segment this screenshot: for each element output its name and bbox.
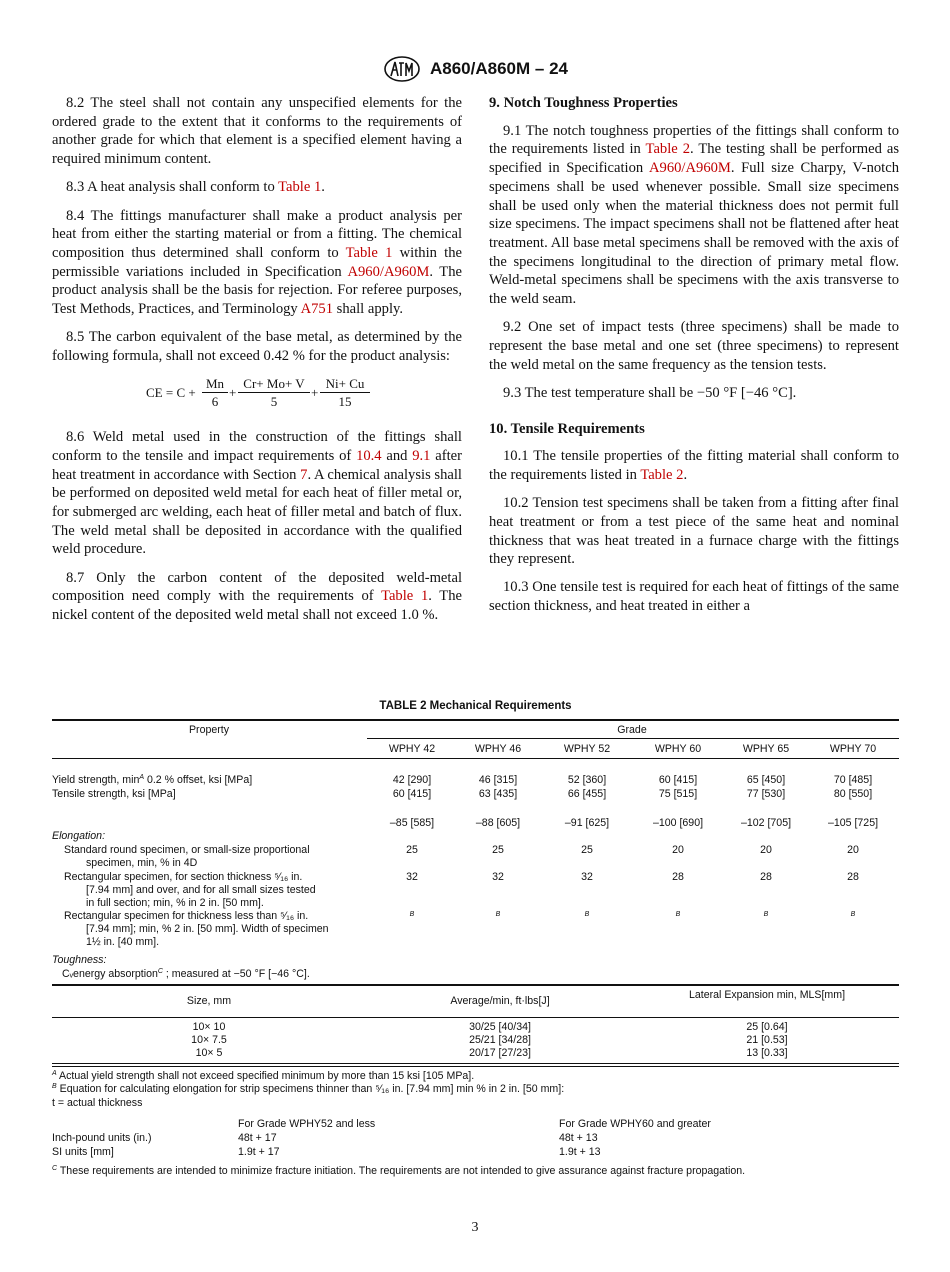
table-cell: –88 [605] — [475, 817, 521, 829]
page-header — [0, 56, 950, 82]
cross-reference-link[interactable]: 10.4 — [356, 447, 382, 464]
eq-value: 1.9t + 13 — [559, 1146, 601, 1158]
eq-header-low: For Grade WPHY52 and less — [238, 1118, 376, 1130]
cross-reference-link[interactable]: Table 1 — [345, 244, 393, 261]
formula-plus: + — [229, 385, 237, 401]
paragraph-9-2 — [489, 318, 899, 374]
paragraph-text: 10.2 Tension test specimens shall be taken from a fitting after final heat treatment or from a test piece of the same heat and nominal thickness that was heat treated in a furnace charge with the fittings they represent. — [489, 495, 899, 568]
table-row-label — [64, 871, 302, 884]
row-label-text: Elongation: — [52, 830, 106, 842]
document-title: A860/A860M – 24 — [430, 59, 568, 78]
table-cell: 60 [415] — [392, 788, 432, 800]
row-label-text: Rectangular specimen for thickness less than ⁵⁄₁₆ in. — [64, 910, 309, 922]
paragraph-8-5 — [52, 328, 462, 365]
footnote-b-text: Equation for calculating elongation for strip specimens thinner than ⁵⁄₁₆ in. [7.94 mm] min % in 2 in. [50 mm]: — [59, 1083, 565, 1095]
table-rule — [52, 1063, 899, 1064]
charpy-table-cell: 25 [0.64] — [746, 1021, 788, 1033]
table-cell: 65 [450] — [746, 774, 786, 786]
table-row-label-continued: [7.94 mm] and over, and for all small sizes tested — [86, 884, 316, 896]
table-rule — [367, 738, 899, 739]
table-row-label-continued: [7.94 mm]; min, % 2 in. [50 mm]. Width of specimen — [86, 923, 329, 935]
grade-column-header: WPHY 60 — [654, 743, 702, 755]
table-cell: 70 [485] — [833, 774, 873, 786]
cross-reference-link[interactable]: A960/A960M — [347, 263, 430, 280]
formula-denominator: 15 — [338, 394, 352, 410]
table-row-label — [64, 844, 310, 857]
paragraph-10-2 — [489, 494, 899, 569]
cross-reference-link[interactable]: 9.1 — [412, 447, 431, 464]
carbon-equivalent-formula — [52, 375, 462, 419]
footnote-a: $^A$ Actual yield strength shall not exceed specified minimum by more than 15 ksi [105 MPa]. — [52, 1070, 475, 1082]
paragraph-text: 8.2 The steel shall not contain any unspecified elements for the ordered grade to the extent that it conforms to the requirements of another grade for which that element is a specified element having a required minimum content. — [52, 95, 462, 168]
thickness-definition: t = actual thickness — [52, 1097, 143, 1109]
paragraph-text: 8.5 The carbon equivalent of the base metal, as determined by the following formula, shall not exceed 0.42 % for the product analysis: — [52, 329, 462, 364]
paragraph-text: . A chemical analysis shall be performed on deposited weld metal for each heat of filler metal or, for submerged arc welding, each heat of filler metal and batch of flux. The weld metal shall be deposited in accordance with the qualified weld procedure. — [52, 466, 462, 558]
cross-reference-link[interactable]: Table 1 — [381, 588, 429, 605]
paragraph-8-7 — [52, 569, 462, 625]
cross-reference-link[interactable]: Table 2 — [640, 466, 684, 483]
cross-reference-link[interactable]: 7 — [300, 466, 308, 483]
cross-reference-link[interactable]: A751 — [300, 301, 334, 318]
eq-value: 48t + 17 — [238, 1132, 277, 1144]
grade-column-header: WPHY 52 — [563, 743, 611, 755]
astm-logo-icon — [382, 56, 422, 82]
eq-row-label: SI units [mm] — [52, 1146, 114, 1158]
table-row-label-continued: in full section; min, % in 2 in. [50 mm]. — [86, 897, 264, 909]
footnote-c-text: These requirements are intended to minimize fracture initiation. The requirements are not intended to give assurance against fracture propagation. — [59, 1165, 746, 1177]
paragraph-text: 8.4 The fittings manufacturer shall make a product analysis per heat from either the starting material or from a fitting. The chemical composition thus determined shall conform to — [52, 207, 462, 261]
section-8-paragraphs-continued — [52, 428, 462, 625]
charpy-table-cell: 30/25 [40/34] — [469, 1021, 531, 1033]
paragraph-text: . — [321, 179, 325, 196]
table-cell: 20 — [760, 844, 772, 856]
table-row-label-continued: 1½ in. [40 mm]. — [86, 936, 160, 948]
table-cell: –105 [725] — [827, 817, 879, 829]
paragraph-text: within the permissible variations included in Specification — [52, 244, 462, 280]
table-cell: 25 — [406, 844, 418, 856]
charpy-table-cell: 10× 5 — [195, 1047, 223, 1059]
charpy-table-cell: 21 [0.53] — [746, 1034, 788, 1046]
paragraph-8-3 — [52, 178, 462, 197]
page-number: 3 — [471, 1220, 479, 1235]
table-rule — [52, 758, 899, 759]
grade-column-header: WPHY 42 — [388, 743, 436, 755]
table-cell: –102 [705] — [740, 817, 792, 829]
formula-denominator: 5 — [270, 394, 278, 410]
row-label-text: Toughness: — [52, 954, 107, 966]
sub-header-size: Size, mm — [186, 995, 232, 1007]
row-label-text: Standard round specimen, or small-size proportional — [64, 844, 310, 856]
footnote-marker: B — [409, 911, 415, 918]
charpy-table-cell: 25/21 [34/28] — [469, 1034, 531, 1046]
paragraph-9-3 — [489, 384, 899, 403]
footnote-marker: C — [157, 968, 163, 975]
table-row-label — [52, 954, 106, 967]
table-row-label — [52, 774, 252, 787]
table-cell: 60 [415] — [658, 774, 698, 786]
paragraph-10-3 — [489, 578, 899, 615]
table-row-label — [62, 968, 310, 981]
row-label-text: Rectangular specimen, for section thickness ⁵⁄₁₆ in. — [64, 871, 303, 883]
charpy-table-cell: 10× 7.5 — [191, 1034, 227, 1046]
paragraph-text: 8.7 Only the carbon content of the deposited weld-metal composition need comply with the requirements of — [52, 569, 462, 605]
table-rule — [52, 719, 899, 721]
table-cell: 32 — [581, 871, 593, 883]
cross-reference-link[interactable]: Table 1 — [278, 179, 322, 196]
footnote-marker: B — [495, 911, 501, 918]
table-row-label — [64, 910, 308, 923]
cross-reference-link[interactable]: A960/A960M — [649, 160, 731, 177]
table-cell: 46 [315] — [478, 774, 518, 786]
paragraph-10-1 — [489, 447, 899, 484]
paragraph-text: . The product analysis shall be the basis for rejection. For referee purposes, Test Methods, Practices, and Terminology — [52, 263, 462, 318]
table-cell: 25 — [492, 844, 504, 856]
table-cell: –100 [690] — [652, 817, 704, 829]
formula-denominator: 6 — [211, 394, 219, 410]
table-cell: 28 — [672, 871, 684, 883]
row-label-text: Tensile strength, ksi [MPa] — [52, 788, 176, 800]
section-10-paragraphs — [489, 447, 899, 616]
grade-column-header: WPHY 70 — [829, 743, 877, 755]
row-label-text: Yield strength, min — [52, 774, 140, 786]
eq-value: 48t + 13 — [559, 1132, 598, 1144]
table-cell: 52 [360] — [567, 774, 607, 786]
footnote-marker: B — [763, 911, 769, 918]
property-header: Property — [188, 724, 230, 736]
paragraph-8-2 — [52, 94, 462, 169]
paragraph-text: after heat treatment in accordance with Section — [52, 447, 462, 483]
table-cell: 28 — [760, 871, 772, 883]
paragraph-text: 8.6 Weld metal used in the construction of the fittings shall conform to the tensile and impact requirements of — [52, 429, 462, 464]
paragraph-text: . The nickel content of the deposited weld metal shall not exceed 1.0 %. — [52, 588, 462, 623]
footnote-a-text: Actual yield strength shall not exceed specified minimum by more than 15 ksi [105 MPa]. — [59, 1070, 475, 1082]
grade-header: Grade — [617, 724, 647, 736]
paragraph-text: . Full size Charpy, V-notch specimens shall be used whenever possible. Small size specimens shall be used only when the material thickness does not permit full size specimens. The impact specimens shall not be flattened after heat treatment. All base metal specimens shall be removed with the axis of the specimens longitudinal to the direction of primary metal flow. Weld-metal specimens shall be specimens with the axis transverse to the weld seam. — [489, 160, 899, 308]
charpy-table-cell: 10× 10 — [192, 1021, 226, 1033]
paragraph-text: 9.2 One set of impact tests (three specimens) shall be made to represent the base metal and one set (three specimens) to represent the weld metal on the same frequency as the tension tests. — [489, 319, 899, 373]
table-row-label-continued: specimen, min, % in 4D — [86, 857, 198, 869]
row-label-text: Cᵥenergy absorption — [62, 968, 158, 980]
eq-row-label: Inch-pound units (in.) — [52, 1132, 152, 1144]
paragraph-text: 8.3 A heat analysis shall conform to — [66, 179, 279, 196]
table-cell: 66 [455] — [567, 788, 607, 800]
formula-plus: + — [311, 385, 319, 401]
footnote-marker: B — [584, 911, 590, 918]
table-rule — [52, 1017, 899, 1018]
table-2-title: TABLE 2 Mechanical Requirements — [379, 700, 572, 712]
sub-header-lateral-expansion: Lateral Expansion min, MLS[mm] — [688, 989, 846, 1001]
row-label-text: 0.2 % offset, ksi [MPa] — [144, 774, 253, 786]
table-cell: 20 — [672, 844, 684, 856]
paragraph-text: 10.3 One tensile test is required for each heat of fittings of the same section thickness, and heat treated in either a — [489, 579, 899, 615]
left-column — [52, 94, 462, 634]
grade-column-header: WPHY 46 — [474, 743, 522, 755]
charpy-table-cell: 13 [0.33] — [746, 1047, 788, 1059]
section-8-paragraphs — [52, 94, 462, 366]
charpy-table-cell: 20/17 [27/23] — [469, 1047, 531, 1059]
table-rule — [52, 984, 899, 986]
table-cell: 20 — [847, 844, 859, 856]
paragraph-text: . The testing shall be performed as specified in Specification — [489, 141, 900, 177]
table-cell: 28 — [847, 871, 859, 883]
grade-column-header: WPHY 65 — [742, 743, 790, 755]
paragraph-text: 9.3 The test temperature shall be −50 °F [−46 °C]. — [503, 384, 797, 401]
paragraph-text: shall apply. — [333, 301, 403, 318]
table-rule — [52, 1066, 899, 1067]
row-label-text: ; measured at −50 °F [−46 °C]. — [162, 968, 310, 980]
eq-header-high: For Grade WPHY60 and greater — [559, 1118, 711, 1130]
section-9-heading: 9. Notch Toughness Properties — [489, 95, 678, 111]
table-2 — [52, 719, 899, 1079]
table-cell: 32 — [492, 871, 504, 883]
table-cell: 80 [550] — [833, 788, 873, 800]
paragraph-text: and — [381, 447, 413, 464]
table-cell: 77 [530] — [746, 788, 786, 800]
sub-header-average: Average/min, ft·lbs[J] — [450, 995, 550, 1007]
paragraph-text: . — [683, 466, 688, 483]
cross-reference-link[interactable]: Table 2 — [645, 141, 691, 158]
section-9-paragraphs — [489, 122, 899, 403]
table-row-label — [52, 830, 105, 843]
table-cell: –91 [625] — [564, 817, 610, 829]
table-cell: 63 [435] — [478, 788, 518, 800]
formula-numerator: Ni+ Cu — [320, 375, 370, 393]
footnote-marker: A — [139, 774, 145, 781]
formula-lhs: CE = C + — [146, 385, 196, 401]
table-row-label — [52, 788, 176, 801]
paragraph-8-6 — [52, 428, 462, 559]
paragraph-8-4 — [52, 207, 462, 319]
table-cell: –85 [585] — [389, 817, 435, 829]
right-column — [489, 94, 899, 625]
formula-numerator: Cr+ Mo+ V — [238, 375, 310, 393]
paragraph-text: 10.1 The tensile properties of the fitting material shall conform to the requirements listed in — [489, 448, 899, 483]
footnote-b: $^B$ Equation for calculating elongation for strip specimens thinner than ⁵⁄₁₆ in. [7.94 mm] min % in 2 in. [50 mm]: — [52, 1083, 565, 1095]
footnote-c: $^C$ These requirements are intended to minimize fracture initiation. The requirements are not intended to give assurance against fracture propagation. — [52, 1165, 746, 1177]
paragraph-9-1 — [489, 122, 899, 309]
paragraph-text: 9.1 The notch toughness properties of the fittings shall conform to the requirements listed in — [489, 122, 899, 158]
table-cell: 32 — [406, 871, 418, 883]
section-10-heading: 10. Tensile Requirements — [489, 420, 645, 437]
footnote-marker: B — [850, 911, 856, 918]
table-cell: 25 — [581, 844, 593, 856]
footnote-marker: B — [675, 911, 681, 918]
table-cell: 75 [515] — [658, 788, 698, 800]
eq-value: 1.9t + 17 — [238, 1146, 280, 1158]
formula-numerator: Mn — [202, 375, 228, 393]
table-cell: 42 [290] — [392, 774, 432, 786]
